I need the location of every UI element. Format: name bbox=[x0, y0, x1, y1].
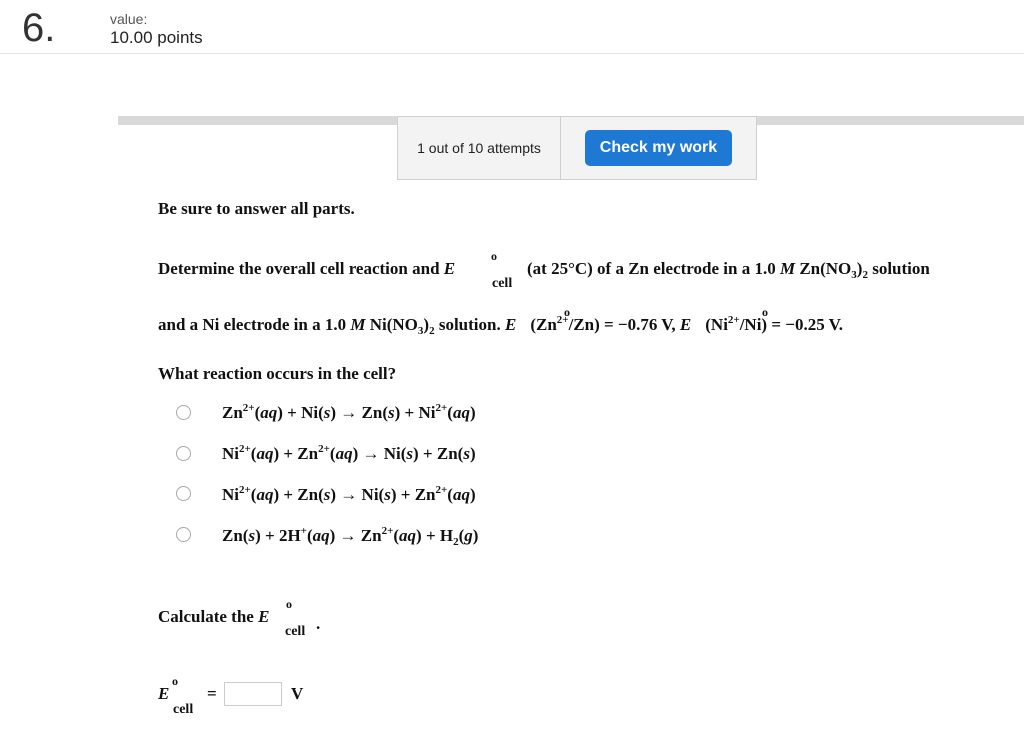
prompt-text: (Zn bbox=[530, 315, 557, 334]
phase: aq bbox=[260, 403, 278, 422]
formula-text: ) → Zn( bbox=[330, 403, 389, 422]
prompt-text: (at 25°C) of a Zn electrode in a 1.0 bbox=[527, 259, 780, 278]
phase: s bbox=[323, 485, 331, 504]
charge: 2+ bbox=[556, 314, 569, 326]
option-1-radio[interactable] bbox=[176, 405, 191, 420]
charge: 2+ bbox=[239, 484, 251, 496]
formula-text: ) + Zn bbox=[390, 485, 436, 504]
standard-degree-mark: o bbox=[491, 249, 497, 263]
e-symbol: E bbox=[504, 315, 517, 334]
prompt-text: (Ni bbox=[705, 315, 728, 334]
formula-text: ) bbox=[469, 485, 476, 504]
option-2-label[interactable] bbox=[222, 444, 476, 464]
charge: 2+ bbox=[435, 484, 448, 496]
prompt-line-2 bbox=[158, 315, 843, 335]
equals-sign: = bbox=[207, 684, 217, 703]
charge: 2+ bbox=[727, 314, 740, 326]
e-symbol: E bbox=[258, 607, 270, 626]
prompt-text: solution. bbox=[434, 315, 505, 334]
formula-text: Zn bbox=[222, 403, 243, 422]
option-4-label[interactable] bbox=[222, 526, 478, 546]
molarity-symbol: M bbox=[350, 315, 366, 334]
phase: s bbox=[248, 526, 256, 545]
header-divider bbox=[0, 53, 1024, 54]
prompt-text: /Zn) = −0.76 V, bbox=[568, 315, 680, 334]
formula-text: ( bbox=[250, 485, 257, 504]
prompt-text: Ni(NO bbox=[365, 315, 418, 334]
subscript: 2 bbox=[453, 536, 459, 548]
formula-text: ) bbox=[472, 526, 479, 545]
phase: s bbox=[323, 403, 331, 422]
formula-text: ) bbox=[469, 403, 476, 422]
subscript: 3 bbox=[851, 269, 857, 281]
molarity-symbol: M bbox=[779, 259, 796, 278]
check-cell bbox=[561, 116, 757, 180]
formula-text: ) → Ni( bbox=[330, 485, 385, 504]
formula-text: ( bbox=[254, 403, 261, 422]
option-1-label[interactable] bbox=[222, 403, 476, 423]
question-number: 6. bbox=[22, 6, 56, 50]
subscript: 3 bbox=[417, 325, 424, 337]
prompt-text: ) bbox=[856, 259, 863, 278]
prompt-text: Determine the overall cell reaction and bbox=[158, 259, 444, 278]
attempt-toolbar bbox=[397, 116, 757, 180]
option-3-label[interactable] bbox=[222, 485, 476, 505]
formula-text: ) + Zn( bbox=[413, 444, 464, 463]
formula-text: ) + Zn( bbox=[273, 485, 324, 504]
standard-degree-mark: o bbox=[564, 305, 570, 319]
standard-degree-mark: o bbox=[172, 674, 178, 688]
formula-text: ) + Ni( bbox=[277, 403, 324, 422]
e-symbol: E bbox=[158, 684, 170, 703]
period: . bbox=[316, 614, 321, 633]
charge: 2+ bbox=[381, 525, 394, 537]
formula-text: ( bbox=[447, 485, 453, 504]
formula-text: Zn( bbox=[222, 526, 249, 545]
formula-text: ) → Ni( bbox=[352, 444, 407, 463]
attempts-counter: 1 out of 10 attempts bbox=[397, 116, 561, 180]
points-value: 10.00 points bbox=[110, 28, 203, 47]
phase: aq bbox=[399, 526, 417, 545]
phase: aq bbox=[335, 444, 353, 463]
formula-text: ( bbox=[250, 444, 257, 463]
phase: aq bbox=[312, 526, 330, 545]
cell-subscript: cell bbox=[285, 624, 306, 639]
phase: g bbox=[464, 526, 473, 545]
formula-text: ( bbox=[329, 444, 336, 463]
formula-text: ) bbox=[469, 444, 476, 463]
cell-subscript: cell bbox=[492, 276, 513, 291]
formula-text: ) → Zn bbox=[329, 526, 382, 545]
option-4-radio[interactable] bbox=[176, 527, 191, 542]
part2-text: Calculate the bbox=[158, 607, 259, 626]
prompt-text: solution bbox=[867, 259, 930, 278]
prompt-text: /Ni) = −0.25 V. bbox=[739, 315, 843, 334]
phase: aq bbox=[452, 403, 470, 422]
prompt-text: Zn(NO bbox=[795, 259, 852, 278]
standard-degree-mark: o bbox=[286, 597, 292, 611]
charge: 2+ bbox=[242, 402, 255, 414]
subscript: 2 bbox=[862, 269, 868, 281]
formula-text: ( bbox=[458, 526, 465, 545]
instructions: Be sure to answer all parts. bbox=[158, 199, 355, 218]
option-3-radio[interactable] bbox=[176, 486, 191, 501]
ecell-answer-input[interactable] bbox=[224, 682, 282, 706]
value-label: value: bbox=[110, 11, 148, 27]
phase: aq bbox=[452, 485, 470, 504]
phase: s bbox=[384, 485, 391, 504]
part1-question: What reaction occurs in the cell? bbox=[158, 364, 397, 383]
prompt-text: and a Ni electrode in a 1.0 bbox=[158, 315, 351, 334]
cell-subscript: cell bbox=[173, 702, 194, 717]
e-symbol: E bbox=[443, 259, 456, 278]
charge: 2+ bbox=[435, 402, 448, 414]
subscript: 2 bbox=[429, 325, 435, 337]
charge: 2+ bbox=[318, 443, 330, 455]
phase: aq bbox=[256, 485, 274, 504]
formula-text: ) + Zn bbox=[273, 444, 319, 463]
phase: s bbox=[388, 403, 395, 422]
prompt-text: ) bbox=[423, 315, 430, 334]
formula-text: Ni bbox=[222, 485, 239, 504]
formula-text: ) + Ni bbox=[394, 403, 436, 422]
check-my-work-button[interactable]: Check my work bbox=[585, 130, 732, 166]
standard-degree-mark: o bbox=[762, 305, 768, 319]
charge: 2+ bbox=[239, 443, 251, 455]
phase: s bbox=[463, 444, 470, 463]
formula-text: ) + H bbox=[416, 526, 454, 545]
e-symbol: E bbox=[679, 315, 692, 334]
charge: + bbox=[300, 525, 307, 537]
formula-text: ( bbox=[447, 403, 453, 422]
unit-label: V bbox=[291, 684, 304, 703]
prompt-line-1-cont bbox=[527, 259, 930, 279]
prompt-line-1 bbox=[158, 259, 455, 279]
formula-text: ( bbox=[306, 526, 313, 545]
phase: aq bbox=[256, 444, 274, 463]
formula-text: ) + 2H bbox=[255, 526, 301, 545]
formula-text: Ni bbox=[222, 444, 239, 463]
phase: s bbox=[406, 444, 414, 463]
formula-text: ( bbox=[393, 526, 400, 545]
option-2-radio[interactable] bbox=[176, 446, 191, 461]
part2-question bbox=[158, 607, 269, 627]
